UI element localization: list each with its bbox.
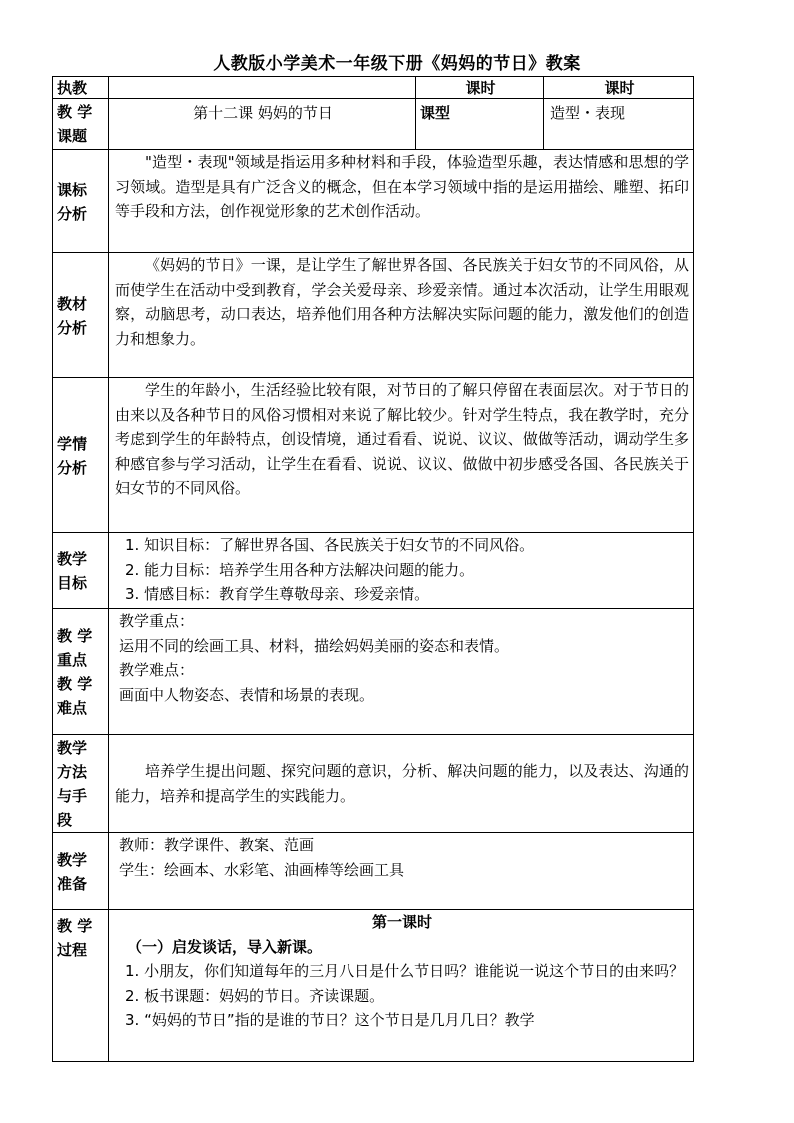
material-row [53,253,694,378]
first-period-heading: 第一课时 [371,913,432,931]
key-point-title: 教学重点： [119,612,195,630]
topic-label: 教 学 课题 [53,99,109,150]
prep-cell [109,833,694,910]
process-step-3: 3. “妈妈的节日”指的是谁的节日？这个节日是几月几日？教学 [125,1011,535,1029]
prep-student: 学生：绘画本、水彩笔、油画棒等绘画工具 [119,860,405,879]
curriculum-text: "造型・表现"领域是指运用多种材料和手段，体验造型乐趣，表达情感和思想的学习领域。造型是具有广泛含义的概念，但在本学习领域中指的是运用描绘、雕塑、拓印等手段和方法，创作视觉形象的艺术创作活动。 [115,153,689,220]
keypoints-row [53,609,694,735]
difficulty-title: 教学难点： [119,661,195,679]
prep-teacher: 教师：教学课件、教案、范画 [119,836,315,854]
keypoints-cell [109,609,694,735]
goal-knowledge: 1. 知识目标：了解世界各国、各民族关于妇女节的不同风俗。 [125,536,535,554]
methods-label: 教学 方法 与手 段 [53,735,109,833]
topic-row [53,99,694,150]
process-step-2: 2. 板书课题：妈妈的节日。齐读课题。 [125,986,385,1005]
prep-label: 教学 准备 [53,833,109,910]
curriculum-cell [109,150,694,253]
process-step-1: 1. 小朋友，你们知道每年的三月八日是什么节日吗？谁能说一说这个节日的由来吗？ [125,962,685,980]
lesson-title: 第十二课 妈妈的节日 [109,99,416,150]
methods-text: 培养学生提出问题、探究问题的意识，分析、解决问题的能力，以及表达、沟通的能力，培养和提高学生的实践能力。 [115,762,689,805]
keypoints-label: 教 学 重点 教 学 难点 [53,609,109,735]
students-text: 学生的年龄小，生活经验比较有限，对节日的了解只停留在表面层次。对于节日的由来以及各种节日的风俗习惯相对来说了解比较少。针对学生特点，我在教学时，充分考虑到学生的年龄特点，创设情境，通过看看、说说、议议、做做等活动，调动学生多种感官参与学习活动，让学生在看看、说说、议议、做做中初步感受各国、各民族关于妇女节的不同风俗。 [115,381,689,497]
methods-row [53,735,694,833]
teacher-value [109,77,416,99]
curriculum-label: 课标 分析 [53,150,109,253]
process-row [53,910,694,1062]
process-label: 教 学 过程 [53,910,109,1062]
section-heading: （一）启发谈话，导入新课。 [127,937,323,956]
material-label: 教材 分析 [53,253,109,378]
methods-cell [109,735,694,833]
teacher-label: 执教 [53,77,109,99]
students-cell [109,378,694,533]
prep-row [53,833,694,910]
curriculum-row [53,150,694,253]
goal-ability: 2. 能力目标：培养学生用各种方法解决问题的能力。 [125,560,475,579]
goal-emotion: 3. 情感目标：教育学生尊敬母亲、珍爱亲情。 [125,585,430,603]
period-label-2: 课时 [544,77,694,99]
material-text: 《妈妈的节日》一课，是让学生了解世界各国、各民族关于妇女节的不同风俗，从而使学生在活动中受到教育，学会关爱母亲、珍爱亲情。通过本次活动，让学生用眼观察，动脑思考，动口表达，培养他们用各种方法解决实际问题的能力，激发他们的创造力和想象力。 [115,256,689,348]
key-point-text: 运用不同的绘画工具、材料，描绘妈妈美丽的姿态和表情。 [119,636,510,655]
lesson-type-value: 造型・表现 [544,99,694,150]
students-row [53,378,694,533]
difficulty-text: 画面中人物姿态、表情和场景的表现。 [119,685,375,704]
document-title: 人教版小学美术一年级下册《妈妈的节日》教案 [213,54,581,74]
students-label: 学情 分析 [53,378,109,533]
period-label-1: 课时 [416,77,544,99]
lesson-type-label: 课型 [416,99,544,150]
goals-cell [109,533,694,609]
header-row [53,77,694,99]
goals-label: 教学 目标 [53,533,109,609]
material-cell [109,253,694,378]
process-cell [109,910,694,1062]
lesson-plan-table [52,76,694,1062]
goals-row [53,533,694,609]
